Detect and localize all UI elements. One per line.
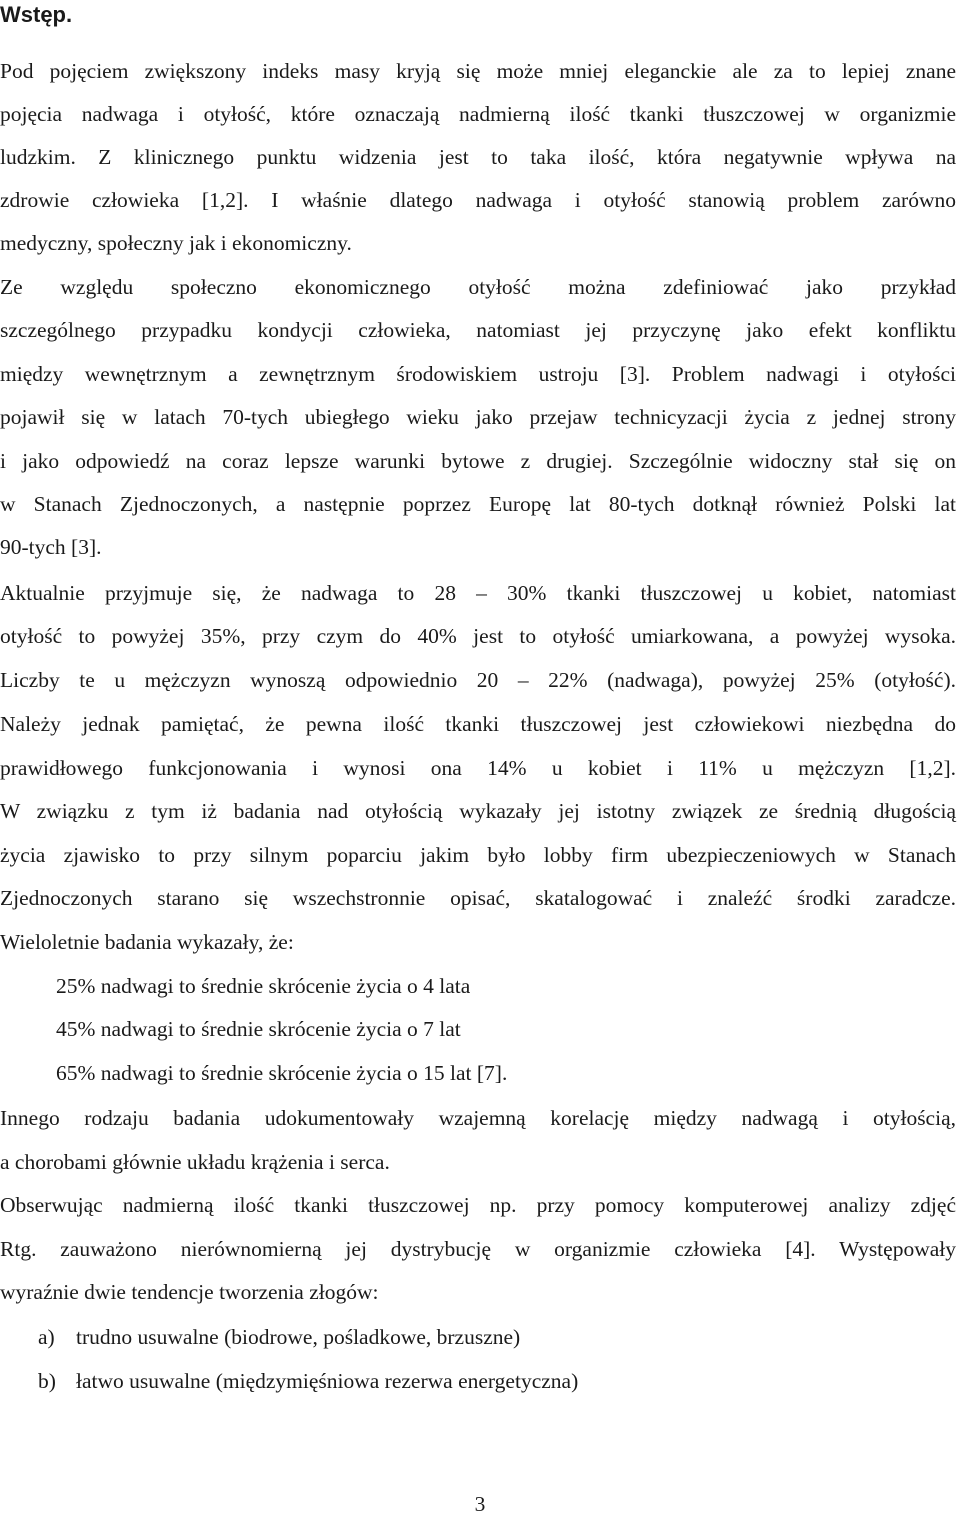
text-line: Pod pojęciem zwiększony indeks masy kryją się może mniej eleganckie ale za to lepiej znane: [0, 59, 956, 83]
text-line: szczególnego przypadku kondycji człowieka, natomiast jej przyczynę jako efekt konfliktu: [0, 318, 956, 342]
text-line: między wewnętrznym a zewnętrznym środowiskiem ustroju [3]. Problem nadwagi i otyłości: [0, 362, 956, 386]
list-marker: a): [38, 1325, 55, 1349]
text-line: Obserwując nadmierną ilość tkanki tłuszczowej np. przy pomocy komputerowej analizy zdjęć: [0, 1193, 956, 1217]
page-number: 3: [474, 1492, 486, 1516]
text-line: pojawił się w latach 70-tych ubiegłego wieku jako przejaw technicyzacji życia z jednej strony: [0, 405, 956, 429]
text-line: życia zjawisko to przy silnym poparciu jakim było lobby firm ubezpieczeniowych w Stanach: [0, 843, 956, 867]
text-line: pojęcia nadwaga i otyłość, które oznaczają nadmierną ilość tkanki tłuszczowej w organizmie: [0, 102, 956, 126]
text-line: w Stanach Zjednoczonych, a następnie poprzez Europę lat 80-tych dotknął również Polski lat: [0, 492, 956, 516]
finding-item: 65% nadwagi to średnie skrócenie życia o 15 lat [7].: [56, 1061, 508, 1085]
list-item: [38, 1366, 918, 1396]
text-line: Ze względu społeczno ekonomicznego otyłość można zdefiniować jako przykład: [0, 275, 956, 299]
text-line: zdrowie człowieka [1,2]. I właśnie dlatego nadwaga i otyłość stanowią problem zarówno: [0, 188, 956, 212]
list-item-text: łatwo usuwalne (międzymięśniowa rezerwa energetyczna): [76, 1369, 579, 1393]
text-line: Aktualnie przyjmuje się, że nadwaga to 28 – 30% tkanki tłuszczowej u kobiet, natomiast: [0, 581, 956, 605]
text-line: 90-tych [3].: [0, 535, 102, 559]
text-line: otyłość to powyżej 35%, przy czym do 40% jest to otyłość umiarkowana, a powyżej wysoka.: [0, 624, 956, 648]
text-line: wyraźnie dwie tendencje tworzenia złogów:: [0, 1280, 379, 1304]
text-line: Innego rodzaju badania udokumentowały wzajemną korelację między nadwagą i otyłością,: [0, 1106, 956, 1130]
text-line: Liczby te u mężczyzn wynoszą odpowiednio 20 – 22% (nadwaga), powyżej 25% (otyłość).: [0, 668, 956, 692]
text-line: ludzkim. Z klinicznego punktu widzenia jest to taka ilość, która negatywnie wpływa na: [0, 145, 956, 169]
text-line: i jako odpowiedź na coraz lepsze warunki bytowe z drugiej. Szczególnie widoczny stał się on: [0, 449, 956, 473]
text-line: W związku z tym iż badania nad otyłością wykazały jej istotny związek ze średnią długością: [0, 799, 956, 823]
text-line: Należy jednak pamiętać, że pewna ilość tkanki tłuszczowej jest człowiekowi niezbędna do: [0, 712, 956, 736]
list-marker: b): [38, 1369, 56, 1393]
text-line: prawidłowego funkcjonowania i wynosi ona 14% u kobiet i 11% u mężczyzn [1,2].: [0, 756, 956, 780]
finding-item: 25% nadwagi to średnie skrócenie życia o 4 lata: [56, 974, 471, 998]
list-item-text: trudno usuwalne (biodrowe, pośladkowe, brzuszne): [76, 1325, 521, 1349]
list-item: [38, 1322, 918, 1352]
finding-item: 45% nadwagi to średnie skrócenie życia o 7 lat: [56, 1017, 461, 1041]
text-line: a chorobami głównie układu krążenia i serca.: [0, 1150, 390, 1174]
text-line: Rtg. zauważono nierównomierną jej dystrybucję w organizmie człowieka [4]. Występowały: [0, 1237, 956, 1261]
text-line: Wieloletnie badania wykazały, że:: [0, 930, 294, 954]
text-line: medyczny, społeczny jak i ekonomiczny.: [0, 231, 352, 255]
text-line: Zjednoczonych starano się wszechstronnie opisać, skatalogować i znaleźć środki zaradcze.: [0, 886, 956, 910]
section-heading: Wstęp.: [0, 2, 73, 27]
